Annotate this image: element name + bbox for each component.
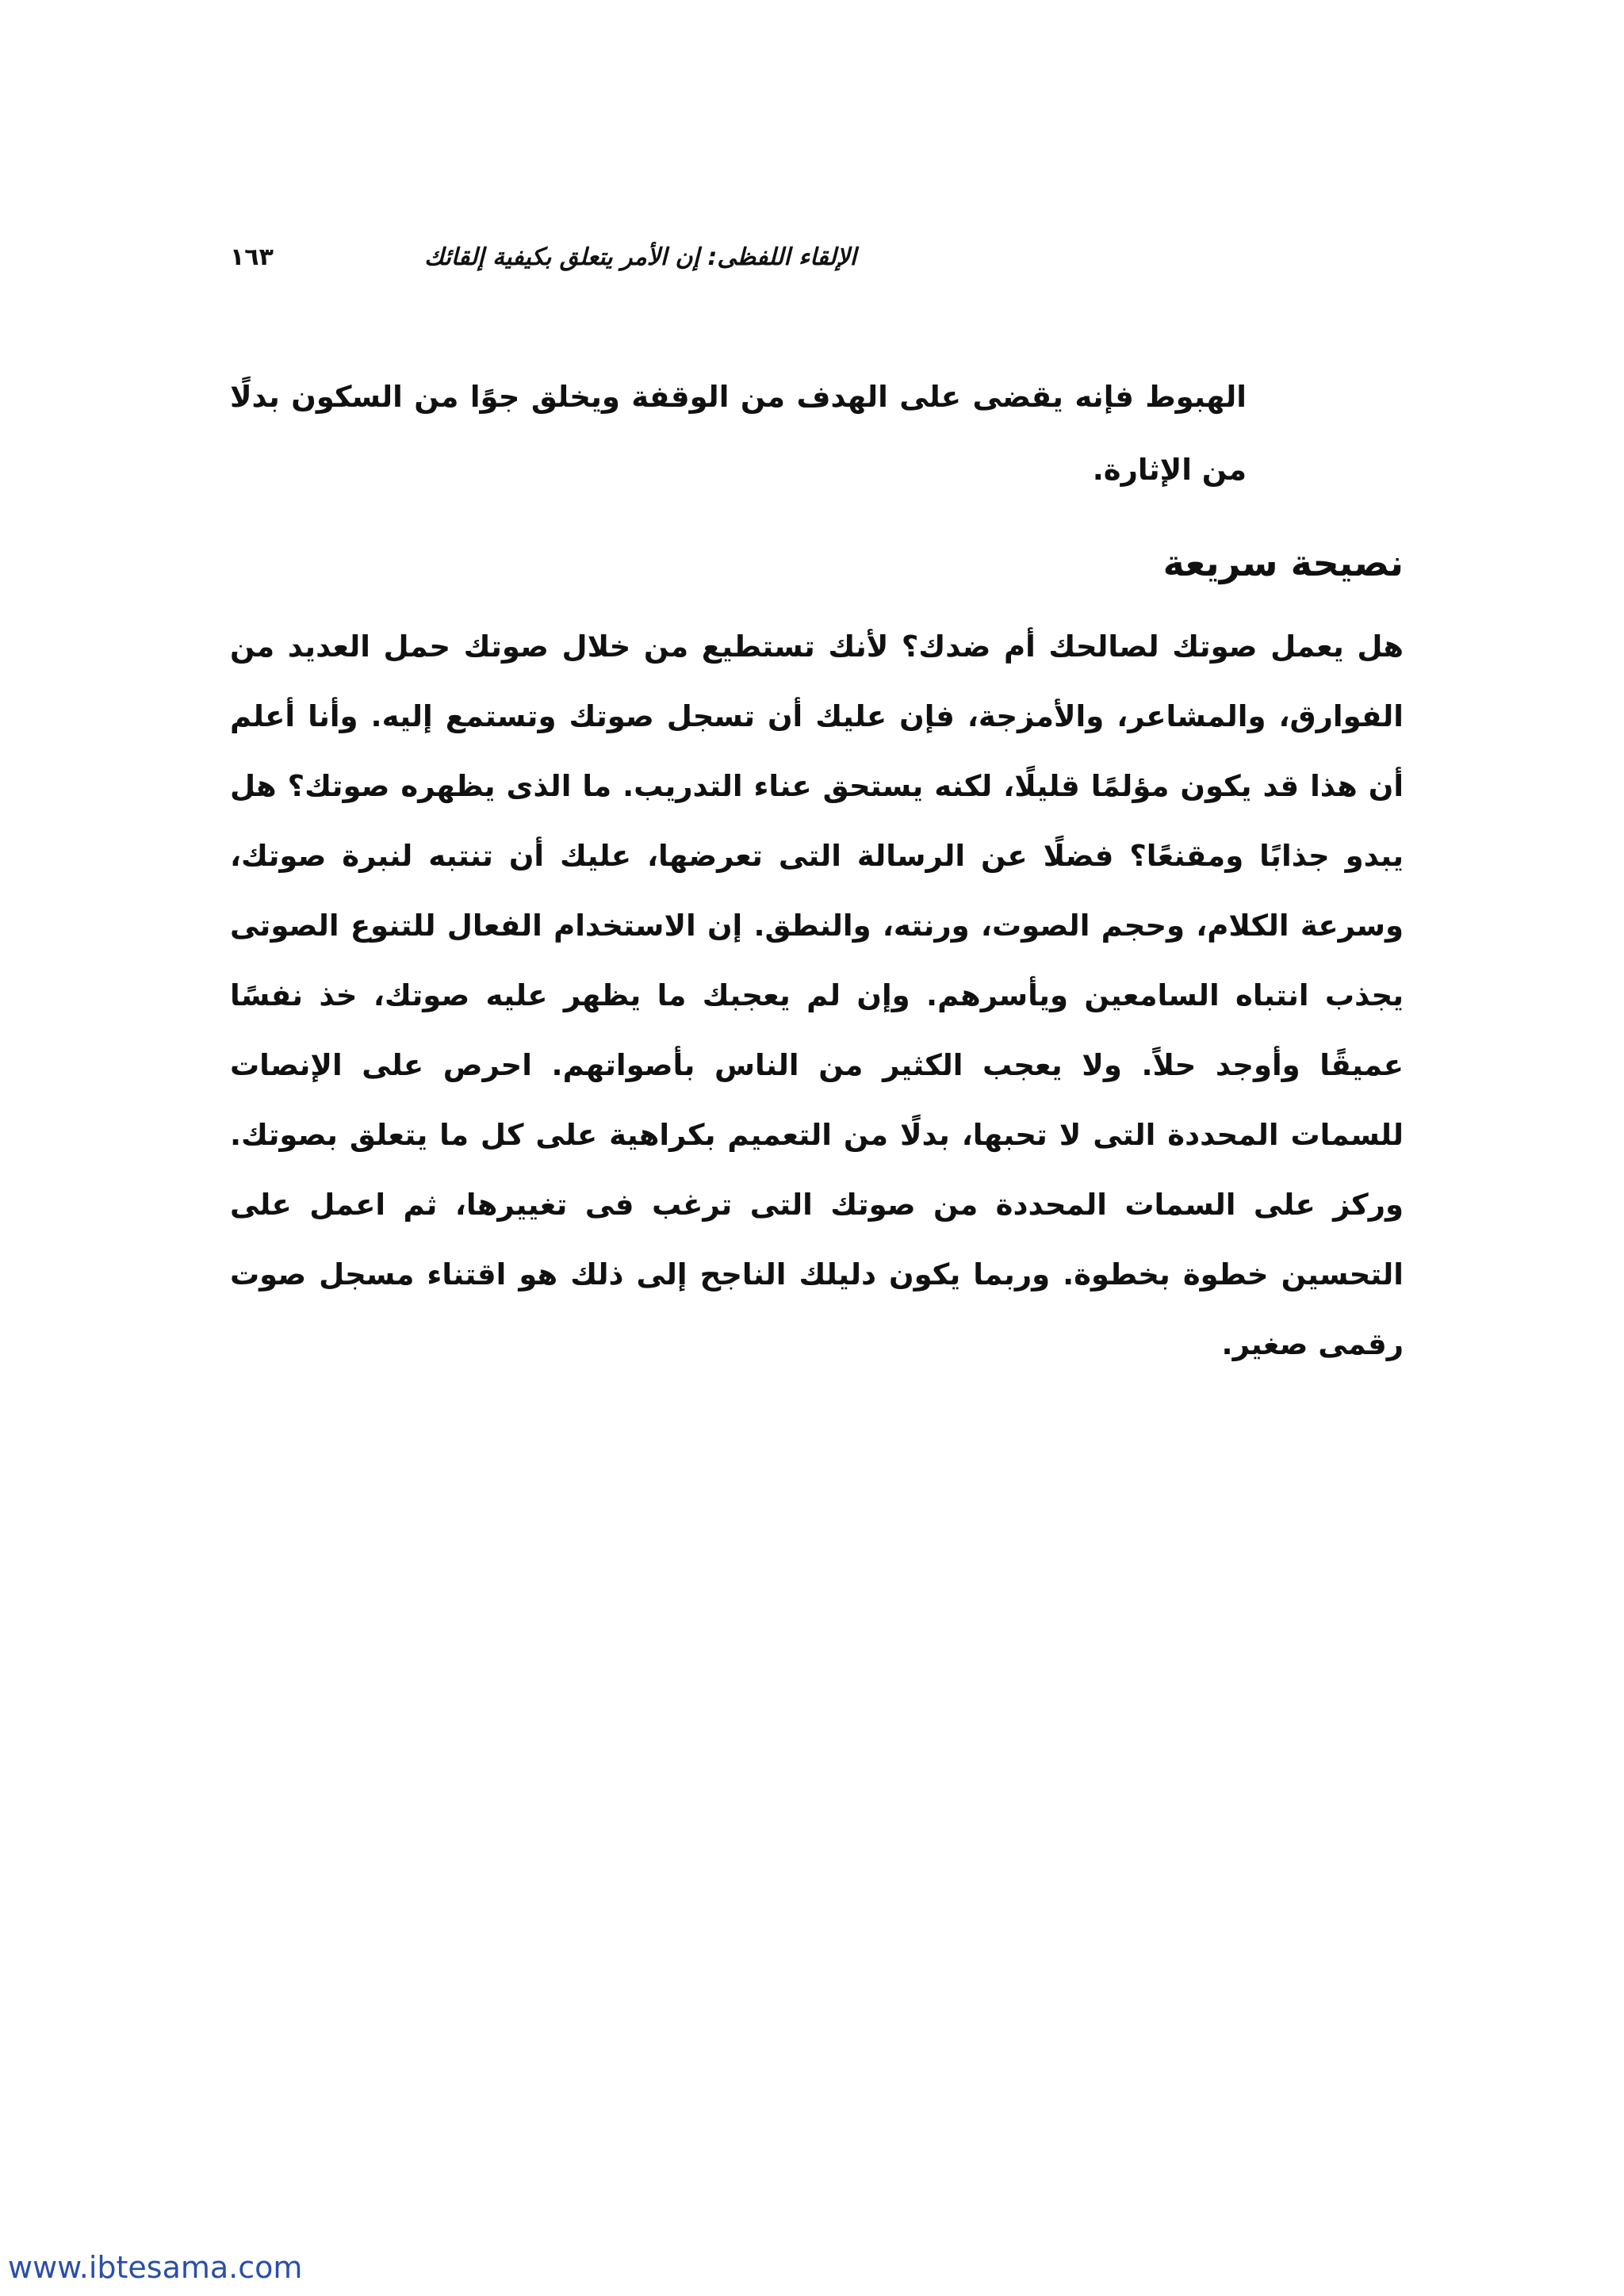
page-number: ١٦٣ bbox=[230, 243, 274, 271]
section-paragraph: هل يعمل صوتك لصالحك أم ضدك؟ لأنك تستطيع من خلال صوتك حمل العديد من الفوارق، والمشاعر، والأمزجة، فإن عليك أن تسجل صوتك وتستمع إليه. وأنا أعلم أن هذا قد يكون مؤلمًا قليلًا، لكنه يستحق عناء التدريب. ما الذى يظهره صوتك؟ هل يبدو جذابًا ومقنعًا؟ فضلًا عن الرسالة التى تعرضها، عليك أن تنتبه لنبرة صوتك، وسرعة الكلام، وحجم الصوت، ورنته، والنطق. إن الاستخدام الفعال للتنوع الصوتى يجذب انتباه السامعين ويأسرهم. وإن لم يعجبك ما يظهر عليه صوتك، خذ نفسًا عميقًا وأوجد حلاً. ولا يعجب الكثير من الناس بأصواتهم. احرص على الإنصات للسمات المحددة التى لا تحبها، بدلًا من التعميم بكراهية على كل ما يتعلق بصوتك. وركز على السمات المحددة من صوتك التى ترغب فى تغييرها، ثم اعمل على التحسين خطوة بخطوة. وربما يكون دليلك الناجح إلى ذلك هو اقتناء مسجل صوت رقمى صغير. bbox=[230, 629, 1404, 1361]
running-header bbox=[230, 238, 856, 285]
section-heading: نصيحة سريعة bbox=[1162, 541, 1404, 584]
running-header-title: الإلقاء اللفظى: إن الأمر يتعلق بكيفية إلقائك bbox=[424, 243, 856, 271]
footer-watermark-url: www.ibtesama.com bbox=[8, 2250, 303, 2285]
continuation-paragraph: الهبوط فإنه يقضى على الهدف من الوقفة ويخلق جوًا من السكون بدلًا من الإثارة. bbox=[230, 380, 1247, 487]
